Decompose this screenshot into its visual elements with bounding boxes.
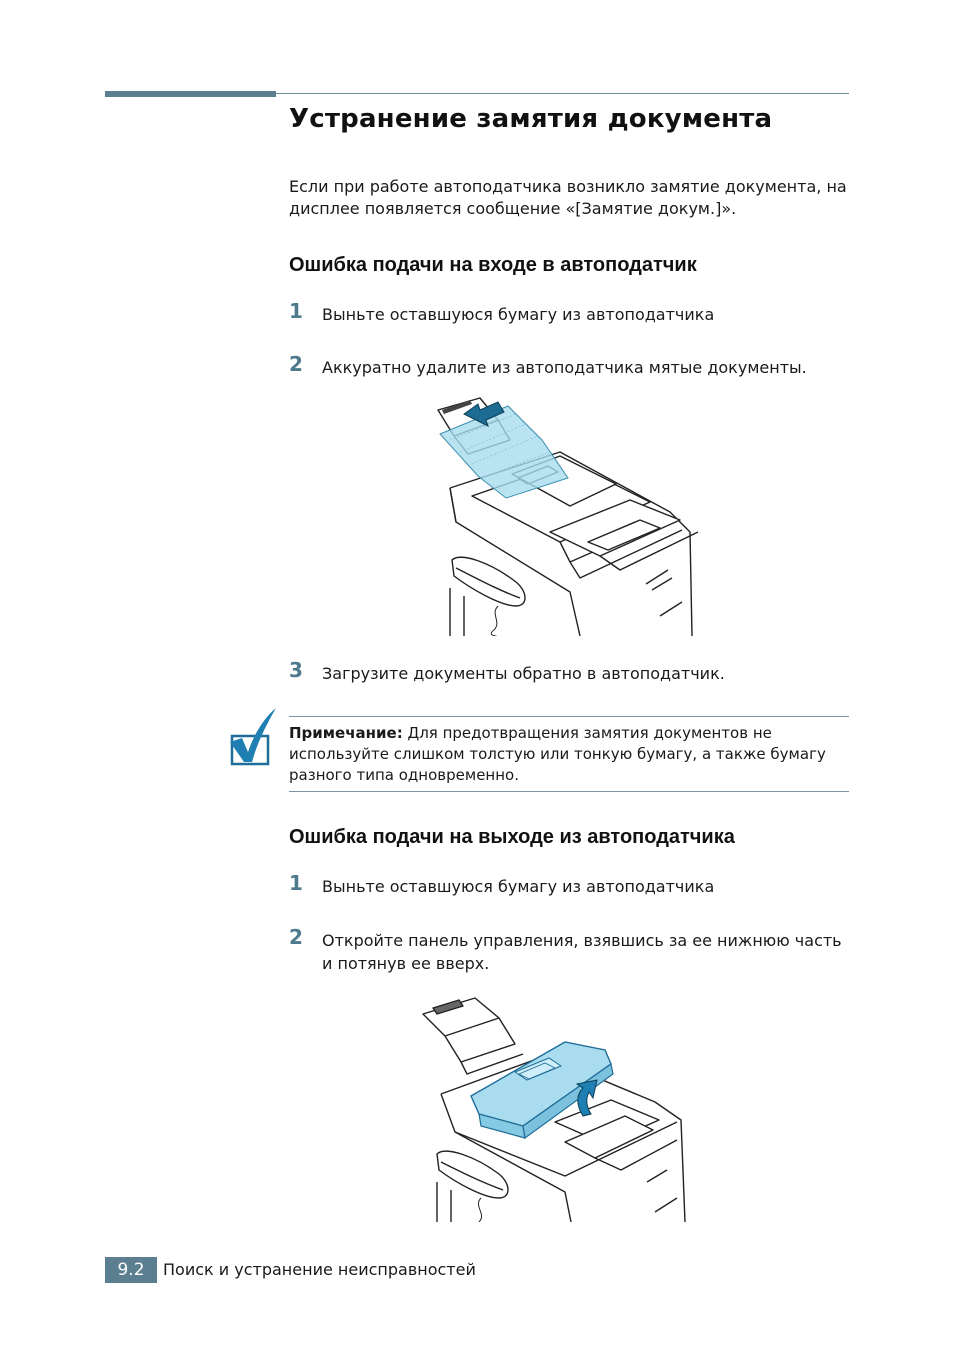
footer-chapter-title: Поиск и устранение неисправностей <box>163 1260 476 1279</box>
illustration-remove-document <box>420 392 710 636</box>
step-text: Выньте оставшуюся бумагу из автоподатчика <box>322 305 715 324</box>
section-heading-input-jam: Ошибка подачи на входе в автоподатчик <box>289 254 697 276</box>
note-box <box>289 716 849 792</box>
note-label: Примечание: <box>289 724 403 742</box>
header-rule-thin <box>276 93 849 94</box>
section-heading-output-jam: Ошибка подачи на выходе из автоподатчика <box>289 826 735 848</box>
note-body: Для предотвращения замятия документов не используйте слишком толстую или тонкую бумагу, а также бумагу разного типа одновременно. <box>289 724 826 784</box>
step-number: 2 <box>289 352 303 376</box>
step-text: Загрузите документы обратно в автоподатчик. <box>322 664 725 683</box>
note-text <box>289 723 849 786</box>
illustration-open-control-panel <box>415 992 705 1222</box>
step-number: 2 <box>289 925 303 949</box>
step-text: Откройте панель управления, взявшись за ее нижнюю часть и потянув ее вверх. <box>322 931 842 973</box>
page-title: Устранение замятия документа <box>289 104 773 134</box>
checkmark-icon <box>228 704 278 766</box>
step-number: 1 <box>289 871 303 895</box>
intro-paragraph: Если при работе автоподатчика возникло замятие документа, на дисплее появляется сообщение «[Замятие докум.]». <box>289 177 847 218</box>
footer-page-number: 9.2 <box>105 1257 157 1283</box>
step-text: Выньте оставшуюся бумагу из автоподатчика <box>322 877 715 896</box>
header-rule-thick <box>105 91 276 97</box>
step-number: 1 <box>289 299 303 323</box>
step-text: Аккуратно удалите из автоподатчика мятые документы. <box>322 358 807 377</box>
step-number: 3 <box>289 658 303 682</box>
